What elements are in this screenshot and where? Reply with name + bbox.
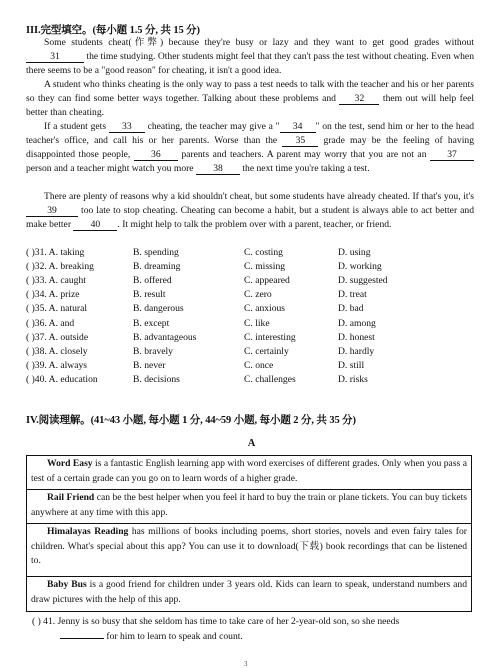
- option-choice: C. interesting: [244, 331, 296, 343]
- question-stem-option[interactable]: ( )37. A. outside: [26, 331, 89, 343]
- app-box-word-easy: Word Easy is a fantastic English learning app with word exercises of different grades. Only when you pass a test of a certain grade can you go on to learn words of a higher grade.: [26, 455, 472, 489]
- option-choice: D. hardly: [338, 345, 375, 357]
- option-choice: C. certainly: [244, 345, 289, 357]
- question-stem-option[interactable]: ( )31. A. taking: [26, 247, 85, 258]
- option-choice: D. risks: [338, 373, 368, 385]
- option-choice: B. advantageous: [133, 331, 197, 343]
- section-4-title: IV.阅读理解。(41~43 小题, 每小题 1 分, 44~59 小题, 每小题 2 分, 共 35 分): [26, 415, 356, 426]
- option-choice: D. honest: [338, 331, 375, 343]
- option-choice: C. like: [244, 317, 270, 329]
- page-number: 3: [244, 660, 248, 668]
- blank-38: 38: [196, 163, 240, 175]
- question-41: ( ) 41. Jenny is so busy that she seldom has time to take care of her 2-year-old son, so she needs for him to learn to speak and count.: [32, 616, 400, 642]
- option-choice: D. using: [338, 247, 371, 258]
- cloze-paragraph-3: If a student gets 33 cheating, the teacher may give a " 34 " on the test, send him or her to the head teacher's office, and call his or her parents. Worse than the 35 grade may be the feeling of having disappointed those people, 36 parents and teachers. A parent may worry that you are not an 37 person and a teacher might watch you more 38 the next time you're taking a test.: [26, 121, 475, 175]
- app-name: Himalayas Reading: [47, 526, 129, 537]
- question-stem-option[interactable]: ( )38. A. closely: [26, 345, 88, 357]
- question-stem-option[interactable]: ( )39. A. always: [26, 359, 88, 371]
- option-choice: D. still: [338, 359, 365, 371]
- option-choice: B. result: [133, 289, 166, 301]
- app-box-himalayas-reading: Himalayas Reading has millions of books including poems, short stories, novels and even fairy tales for children. What's special about this app? You can use it to download(下载) book recordings that can be listened to.: [26, 523, 472, 576]
- app-box-rail-friend: Rail Friend can be the best helper when you feel it hard to buy the train or plane tickets. You can buy tickets anywhere at any time with this app.: [26, 489, 472, 523]
- app-name: Rail Friend: [47, 492, 95, 503]
- blank-36: 36: [134, 149, 178, 161]
- option-choice: D. bad: [338, 303, 364, 315]
- option-choice: B. decisions: [133, 373, 180, 385]
- option-choice: B. dreaming: [133, 261, 181, 273]
- blank-31: 31: [26, 51, 84, 63]
- option-choice: D. working: [338, 261, 382, 273]
- option-choice: B. spending: [133, 247, 179, 258]
- option-choice: B. except: [133, 317, 170, 329]
- option-choice: B. offered: [133, 275, 172, 287]
- cloze-paragraph-1: Some students cheat(作弊) because they're busy or lazy and they want to get good grades without 31 the time studying. Other students might feel that they can't pass the test without cheating. Even when there seems to be a "good reason" for cheating, it isn't a good idea.: [26, 37, 474, 77]
- option-choice: C. costing: [244, 247, 283, 258]
- question-stem-option[interactable]: ( )36. A. and: [26, 317, 75, 329]
- app-name: Baby Bus: [47, 579, 87, 590]
- option-choice: C. challenges: [244, 373, 296, 385]
- section-3-title: III.完型填空。(每小题 1.5 分, 共 15 分): [26, 25, 200, 36]
- blank-37: 37: [430, 149, 474, 161]
- option-choice: B. never: [133, 359, 166, 371]
- option-choice: B. bravely: [133, 345, 173, 357]
- blank-41: [60, 638, 104, 639]
- question-stem-option[interactable]: ( )32. A. breaking: [26, 261, 94, 273]
- blank-35: 35: [282, 135, 318, 147]
- blank-33: 33: [109, 121, 145, 133]
- blank-34: 34: [280, 121, 316, 133]
- option-choice: C. appeared: [244, 275, 290, 287]
- question-stem-option[interactable]: ( )40. A. education: [26, 373, 98, 385]
- cloze-paragraph-2: A student who thinks cheating is the only way to pass a test needs to talk with the teacher and his or her parents so they can find some better ways together. Talking about these problems and 32 them out will help feel better than cheating.: [26, 79, 475, 119]
- option-choice: C. anxious: [244, 303, 286, 315]
- option-choice: D. treat: [338, 289, 367, 301]
- option-choice: D. among: [338, 317, 376, 329]
- app-box-baby-bus: Baby Bus is a good friend for children under 3 years old. Kids can learn to speak, understand numbers and draw pictures with the help of this app.: [26, 576, 472, 612]
- app-name: Word Easy: [47, 458, 93, 469]
- question-stem-option[interactable]: ( )34. A. prize: [26, 289, 80, 301]
- question-stem-option[interactable]: ( )35. A. natural: [26, 303, 88, 315]
- option-choice: B. dangerous: [133, 303, 184, 315]
- passage-a-label: A: [247, 438, 256, 449]
- blank-40: 40: [73, 219, 117, 231]
- option-choice: C. once: [244, 359, 274, 371]
- option-choice: C. missing: [244, 261, 286, 273]
- option-choice: D. suggested: [338, 275, 388, 287]
- cloze-paragraph-4: There are plenty of reasons why a kid shouldn't cheat, but some students have already cheated. If that's you, it's 39 too late to stop cheating. Cheating can become a habit, but a student is always able to act better and make better 40 . It might help to talk the problem over with a parent, teacher, or friend.: [26, 191, 475, 231]
- blank-32: 32: [339, 93, 379, 105]
- question-stem-option[interactable]: ( )33. A. caught: [26, 275, 86, 287]
- blank-39: 39: [26, 205, 78, 217]
- option-choice: C. zero: [244, 289, 272, 301]
